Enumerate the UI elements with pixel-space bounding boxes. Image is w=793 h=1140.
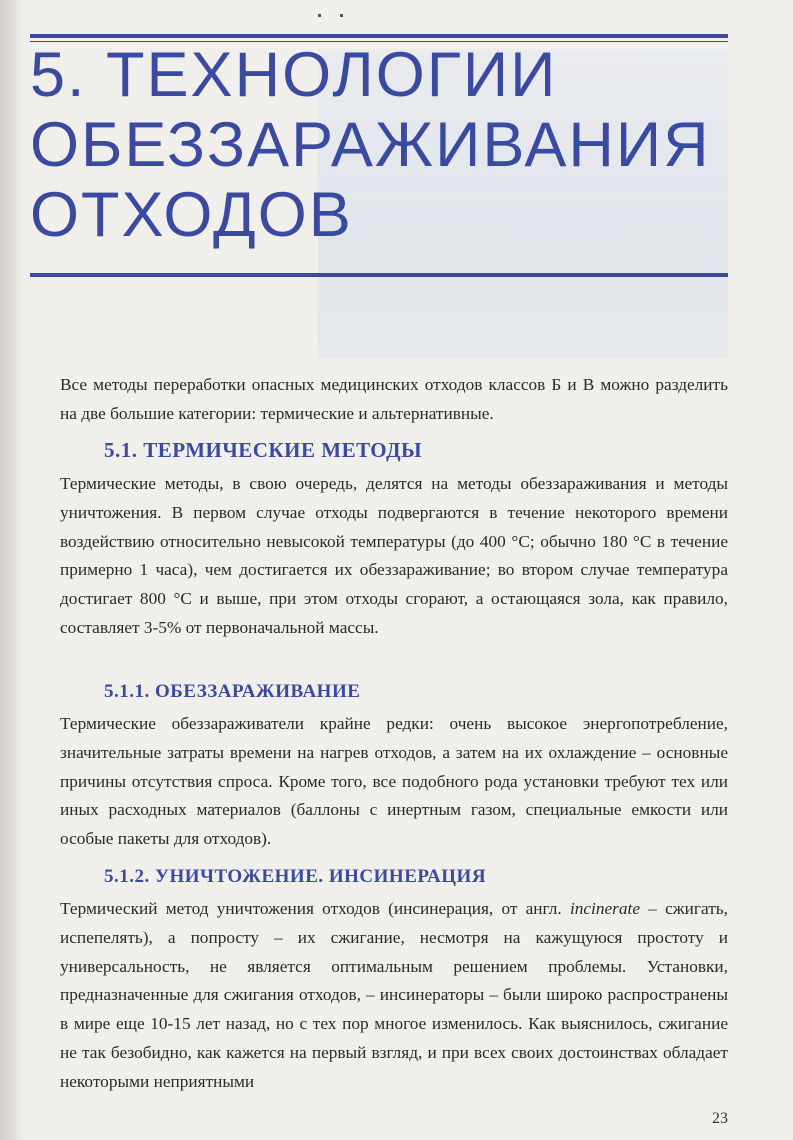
paragraph-text: Термический метод уничтожения отходов (инсинерация, от англ.: [60, 899, 570, 918]
intro-paragraph: Все методы переработки опасных медицинских отходов классов Б и В можно разделить на две большие категории: термические и альтернативные.: [60, 375, 728, 423]
section-paragraph: [60, 895, 728, 1097]
page-gutter-shadow: [0, 0, 24, 1140]
chapter-title-line: 5. ТЕХНОЛОГИИ: [30, 40, 558, 110]
print-mark: [340, 14, 343, 17]
subsection-heading: 5.1.1. ОБЕЗЗАРАЖИВАНИЕ: [104, 681, 361, 702]
paragraph-text: – сжигать, испепелять), а попросту – их сжигание, несмотря на кажущуюся простоту и универсальность, не является оптимальным решением проблемы. Установки, предназначенные для сжигания отходов, – инсинераторы – были широко распространены в мире еще 10-15 лет назад, но с тех пор многое изменилось. Как выяснилось, сжигание не так безобидно, как кажется на первый взгляд, и при всех своих достоинствах обладает некоторыми неприятными: [60, 899, 728, 1091]
subsection-heading: 5.1.2. УНИЧТОЖЕНИЕ. ИНСИНЕРАЦИЯ: [104, 866, 487, 887]
chapter-title-line: ОТХОДОВ: [30, 180, 353, 250]
section-heading: 5.1. ТЕРМИЧЕСКИЕ МЕТОДЫ: [104, 438, 423, 462]
chapter-title: [30, 40, 730, 250]
title-rule-top: [30, 34, 728, 38]
section-paragraph: Термические методы, в свою очередь, делятся на методы обеззараживания и методы уничтожения. В первом случае отходы подвергаются в течение некоторого времени воздействию относительно невысокой температуры (до 400 °С; обычно 180 °С в течение примерно 1 часа), чем достигается их обеззараживание; во втором случае температура достигает 800 °С и выше, при этом отходы сгорают, а остающаяся зола, как правило, составляет 3-5% от первоначальной массы.: [60, 474, 728, 637]
print-mark: [318, 14, 321, 17]
page-number: 23: [712, 1110, 728, 1127]
chapter-title-line: ОБЕЗЗАРАЖИВАНИЯ: [30, 110, 711, 180]
title-rule-bottom: [30, 273, 728, 277]
section-paragraph: Термические обеззараживатели крайне редки: очень высокое энергопотребление, значительные затраты времени на нагрев отходов, а затем на их охлаждение – основные причины отсутствия спроса. Кроме того, все подобного рода установки требуют тех или иных расходных материалов (баллоны с инертным газом, специальные емкости или особые пакеты для отходов).: [60, 714, 728, 849]
foreign-term: incinerate: [569, 899, 640, 918]
